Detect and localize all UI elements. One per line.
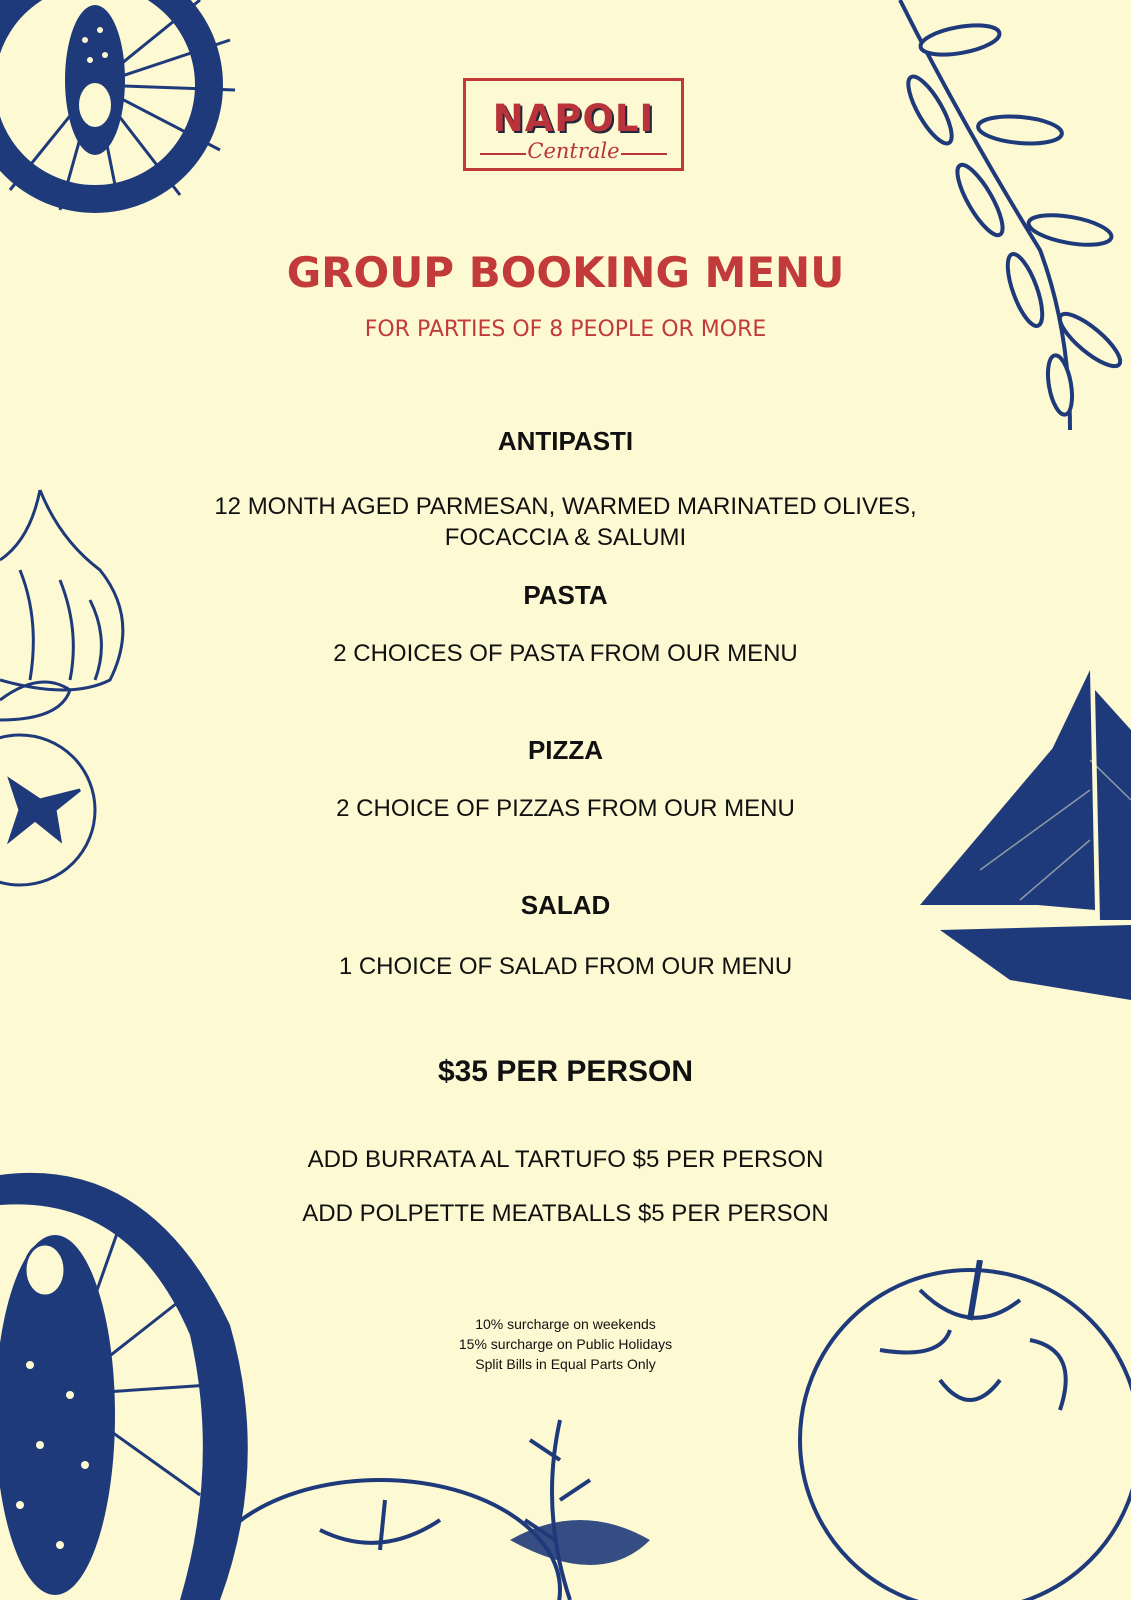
section-text: 2 CHOICE OF PIZZAS FROM OUR MENU xyxy=(336,795,795,822)
logo-main-text: NAPOLI xyxy=(492,97,655,140)
logo-sub-text: Centrale xyxy=(527,139,620,163)
page-subtitle: FOR PARTIES OF 8 PEOPLE OR MORE xyxy=(364,317,767,342)
page-title: GROUP BOOKING MENU xyxy=(286,248,845,297)
section-text: 12 MONTH AGED PARMESAN, WARMED MARINATED OLIVES, xyxy=(214,493,917,520)
section-heading-pasta: PASTA xyxy=(523,580,608,610)
price-per-person: $35 PER PERSON xyxy=(437,1055,694,1088)
logo-divider xyxy=(621,153,667,155)
note-line: Split Bills in Equal Parts Only xyxy=(475,1356,656,1372)
section-text: 1 CHOICE OF SALAD FROM OUR MENU xyxy=(338,953,793,980)
logo xyxy=(463,78,684,171)
madonna-halo-illustration xyxy=(0,0,260,220)
section-heading-pizza: PIZZA xyxy=(527,735,604,765)
note-line: 10% surcharge on weekends xyxy=(475,1316,656,1332)
section-heading-salad: SALAD xyxy=(520,890,611,920)
note-line: 15% surcharge on Public Holidays xyxy=(458,1336,673,1352)
section-text: 2 CHOICES OF PASTA FROM OUR MENU xyxy=(333,640,798,667)
section-heading-antipasti: ANTIPASTI xyxy=(497,426,634,456)
tomato-illustration xyxy=(180,1260,1131,1600)
surcharge-notes xyxy=(0,1314,1131,1374)
section-text: FOCACCIA & SALUMI xyxy=(444,524,687,551)
addon-item: ADD BURRATA AL TARTUFO $5 PER PERSON xyxy=(307,1146,824,1173)
addon-item: ADD POLPETTE MEATBALLS $5 PER PERSON xyxy=(302,1200,829,1227)
olive-branch-illustration xyxy=(870,0,1131,430)
